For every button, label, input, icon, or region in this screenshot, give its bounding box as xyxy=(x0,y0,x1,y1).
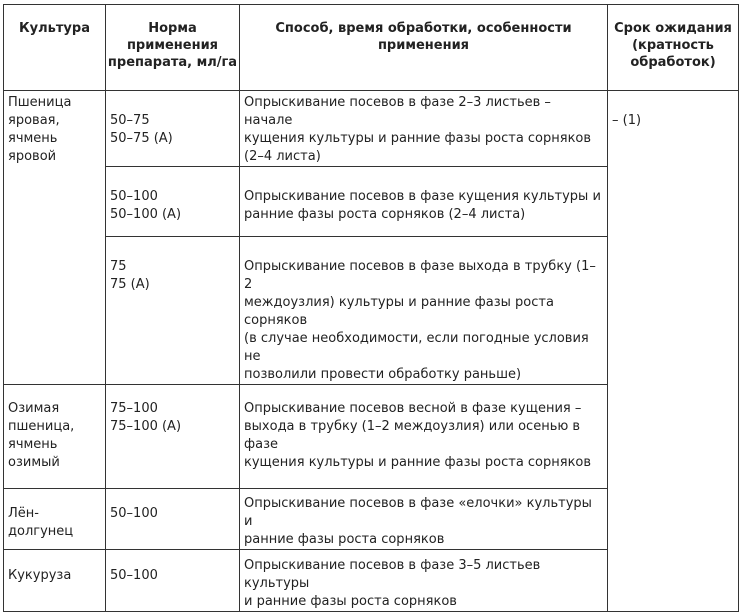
rate-cell xyxy=(106,550,240,612)
header-wait xyxy=(608,5,739,91)
rate-line: 50–75 xyxy=(110,113,150,128)
crop-line: Лён-долгунец xyxy=(8,506,74,539)
crop-line: ячмень xyxy=(8,437,58,452)
crop-line: яровой xyxy=(8,149,57,164)
rate-line: 50–100 xyxy=(110,506,158,521)
method-line: (в случае необходимости, если погодные условия не xyxy=(244,331,589,364)
method-line: Опрыскивание посевов в фазе 3–5 листьев культуры xyxy=(244,558,541,591)
crop-line: Пшеница xyxy=(8,95,72,110)
header-crop-text: Культура xyxy=(19,21,90,36)
header-method-line: Способ, время обработки, особенности xyxy=(275,21,572,36)
header-wait-line: (кратность xyxy=(632,38,714,53)
rate-cell xyxy=(106,91,240,167)
rate-line: 75 xyxy=(110,259,127,274)
method-cell xyxy=(240,91,608,167)
header-rate-line: применения xyxy=(126,38,219,53)
crop-line: пшеница, xyxy=(8,419,75,434)
method-cell xyxy=(240,237,608,385)
header-method xyxy=(240,5,608,91)
method-line: выхода в трубку (1–2 междоузлия) или осенью в фазе xyxy=(244,419,581,452)
wait-value: – (1) xyxy=(612,113,642,128)
rate-cell xyxy=(106,385,240,489)
header-rate-line: препарата, мл/га xyxy=(107,55,238,70)
method-line: позволили провести обработку раньше) xyxy=(244,367,522,382)
rate-line: 50–100 (А) xyxy=(110,207,182,222)
method-line: Опрыскивание посевов весной в фазе кущения – xyxy=(244,401,582,416)
method-line: и ранние фазы роста сорняков xyxy=(244,594,457,609)
rate-cell xyxy=(106,167,240,237)
method-line: (2–4 листа) xyxy=(244,149,321,164)
crop-line: Кукуруза xyxy=(8,568,72,583)
rate-cell xyxy=(106,489,240,550)
header-rate-line: Норма xyxy=(148,21,197,36)
rate-line: 75–100 (А) xyxy=(110,419,182,434)
header-method-line: применения xyxy=(377,38,470,53)
pesticide-table xyxy=(3,4,739,612)
rate-line: 50–75 (А) xyxy=(110,131,173,146)
crop-line: озимый xyxy=(8,455,60,470)
method-cell xyxy=(240,550,608,612)
method-line: Опрыскивание посевов в фазе кущения культуры и xyxy=(244,189,601,204)
header-wait-line: обработок) xyxy=(630,55,716,70)
header-crop xyxy=(4,5,106,91)
crop-cell xyxy=(4,550,106,612)
crop-line: Озимая xyxy=(8,401,60,416)
crop-cell xyxy=(4,91,106,385)
method-cell xyxy=(240,167,608,237)
header-row xyxy=(4,5,739,91)
header-wait-line: Срок ожидания xyxy=(614,21,732,36)
wait-cell xyxy=(608,91,739,612)
method-line: кущения культуры и ранние фазы роста сорняков xyxy=(244,455,592,470)
method-line: ранние фазы роста сорняков (2–4 листа) xyxy=(244,207,526,222)
method-line: ранние фазы роста сорняков xyxy=(244,532,445,547)
method-line: Опрыскивание посевов в фазе 2–3 листьев – начале xyxy=(244,95,551,128)
method-line: кущения культуры и ранние фазы роста сорняков xyxy=(244,131,592,146)
rate-line: 50–100 xyxy=(110,568,158,583)
rate-line: 50–100 xyxy=(110,189,158,204)
table-row xyxy=(4,91,739,167)
rate-cell xyxy=(106,237,240,385)
rate-line: 75–100 xyxy=(110,401,158,416)
crop-line: яровая, ячмень xyxy=(8,113,60,146)
rate-line: 75 (А) xyxy=(110,277,150,292)
header-rate xyxy=(106,5,240,91)
method-line: Опрыскивание посевов в фазе «елочки» культуры и xyxy=(244,496,592,529)
method-line: Опрыскивание посевов в фазе выхода в трубку (1–2 xyxy=(244,259,596,292)
method-cell xyxy=(240,489,608,550)
method-line: междоузлия) культуры и ранние фазы роста сорняков xyxy=(244,295,554,328)
crop-cell xyxy=(4,489,106,550)
method-cell xyxy=(240,385,608,489)
crop-cell xyxy=(4,385,106,489)
